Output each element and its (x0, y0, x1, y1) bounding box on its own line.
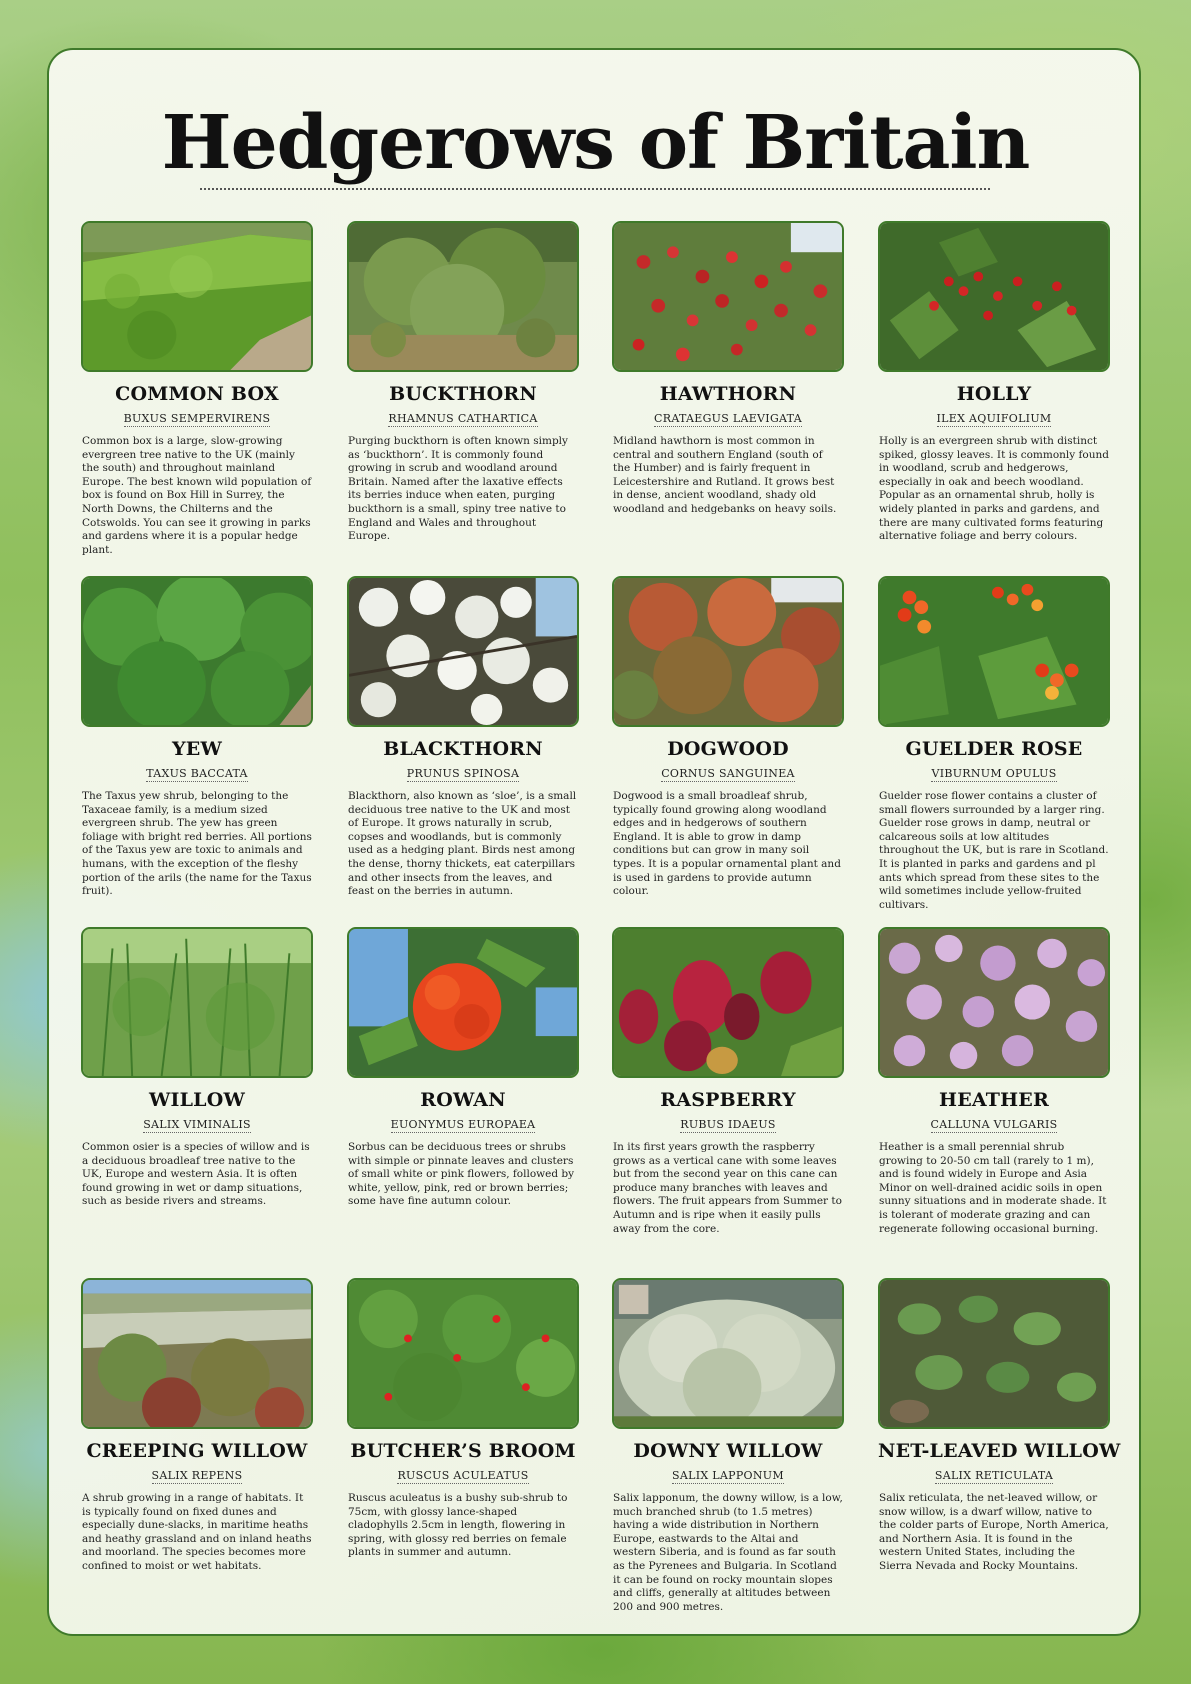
plant-latin-name: RUBUS IDAEUS (680, 1118, 776, 1131)
plant-latin-name: BUXUS SEMPERVIRENS (123, 412, 271, 425)
plant-latin-name: SALIX LAPPONUM (672, 1469, 784, 1482)
plant-card-yew (81, 576, 313, 899)
plant-description: A shrub growing in a range of habitats. It is typically found on fixed dunes and especially dune-slacks, in maritime heaths and heathy grassland and on inland heaths and moorland. The species becomes more confined to moist or wet habitats. (82, 1492, 312, 1572)
plant-card-creeping-willow (81, 1278, 313, 1574)
plant-card-net-leaved-willow (878, 1278, 1121, 1574)
plant-name: DOGWOOD (667, 738, 789, 760)
plant-name: BUCKTHORN (389, 383, 537, 405)
plant-name: NET-LEAVED WILLOW (878, 1440, 1121, 1462)
plant-card-hawthorn (612, 221, 844, 517)
plant-latin-name: CRATAEGUS LAEVIGATA (654, 412, 802, 425)
plant-description: The Taxus yew shrub, belonging to the Taxaceae family, is a medium sized evergreen shrub. The yew has green foliage with bright red berries. All portions of the Taxus yew are toxic to animals and humans, with the exception of the fleshy portion of the arils (the name for the Taxus fruit). (82, 790, 312, 898)
rowan-photo (347, 927, 579, 1078)
blackthorn-photo (347, 576, 579, 727)
plant-description: Salix reticulata, the net-leaved willow, or snow willow, is a dwarf willow, native to the colder parts of Europe, North America, and Northern Asia. It is found in the western United States, including the Sierra Nevada and Rocky Mountains. (879, 1492, 1109, 1572)
plant-card-holly (878, 221, 1110, 544)
plant-card-downy-willow (612, 1278, 844, 1614)
plant-name: COMMON BOX (115, 383, 279, 405)
plant-name: CREEPING WILLOW (86, 1440, 308, 1462)
plant-description: Sorbus can be deciduous trees or shrubs with simple or pinnate leaves and clusters of small white or pink flowers, followed by white, yellow, pink, red or brown berries; some have fine autumn colour. (348, 1141, 575, 1208)
plant-description: Salix lapponum, the downy willow, is a low, much branched shrub (to 1.5 metres) having a wide distribution in Northern Europe, eastwards to the Altai and western Siberia, and is found as far south as the Pyrenees and Bulgaria. In Scotland it can be found on rocky mountain slopes and cliffs, generally at altitudes between 200 and 900 metres. (613, 1492, 843, 1613)
net-leaved-willow-photo (878, 1278, 1110, 1429)
heather-photo (878, 927, 1110, 1078)
plant-name: ROWAN (420, 1089, 506, 1111)
plant-description: Ruscus aculeatus is a bushy sub-shrub to 75cm, with glossy lance-shaped cladophylls 2.5cm in length, flowering in spring, with glossy red berries on female plants in summer and autumn. (348, 1492, 568, 1559)
plant-name: GUELDER ROSE (905, 738, 1083, 760)
plant-description: Blackthorn, also known as ‘sloe’, is a small deciduous tree native to the UK and most of Europe. It grows naturally in scrub, copses and woodlands, but is commonly used as a hedging plant. Birds nest among the dense, thorny thickets, eat caterpillars and other insects from the leaves, and feast on the berries in autumn. (348, 790, 577, 898)
plant-description: Midland hawthorn is most common in central and southern England (south of the Humber) and is fairly frequent in Leicestershire and Rutland. It grows best in dense, ancient woodland, shady old woodland and hedgebanks on heavy soils. (613, 435, 837, 515)
plant-name: BUTCHER’S BROOM (350, 1440, 576, 1462)
plant-name: HEATHER (939, 1089, 1049, 1111)
hawthorn-photo (612, 221, 844, 372)
plant-latin-name: RHAMNUS CATHARTICA (388, 412, 538, 425)
plant-description: Purging buckthorn is often known simply as ‘buckthorn’. It is commonly found growing in scrub and woodland around Britain. Named after the laxative effects its berries induce when eaten, purging buckthorn is a small, spiny tree native to England and Wales and throughout Europe. (348, 435, 568, 543)
plant-description: Common osier is a species of willow and is a deciduous broadleaf tree native to the UK, Europe and western Asia. It is often found growing in wet or damp situations, such as beside rivers and streams. (82, 1141, 310, 1208)
buckthorn-photo (347, 221, 579, 372)
poster-title: Hedgerows of Britain (161, 100, 1030, 186)
title-underline (200, 188, 990, 190)
plant-name: HAWTHORN (659, 383, 797, 405)
plant-name: YEW (172, 738, 222, 760)
plant-card-dogwood (612, 576, 844, 899)
plant-latin-name: SALIX REPENS (151, 1469, 243, 1482)
plant-latin-name: VIBURNUM OPULUS (931, 767, 1057, 780)
plant-description: Dogwood is a small broadleaf shrub, typically found growing along woodland edges and in hedgerows of southern England. It is able to grow in damp conditions but can grow in many soil types. It is a popular ornamental plant and is used in gardens to provide autumn colour. (613, 790, 841, 898)
plant-latin-name: SALIX VIMINALIS (143, 1118, 251, 1131)
plant-name: HOLLY (956, 383, 1032, 405)
plant-card-buckthorn (347, 221, 579, 544)
plant-card-willow (81, 927, 313, 1209)
plant-card-common-box (81, 221, 313, 557)
plant-name: BLACKTHORN (383, 738, 543, 760)
plant-description: Heather is a small perennial shrub growing to 20-50 cm tall (rarely to 1 m), and is found widely in Europe and Asia Minor on well-drained acidic soils in open sunny situations and in moderate shade. It is tolerant of moderate grazing and can regenerate following occasional burning. (879, 1141, 1107, 1235)
plant-name: DOWNY WILLOW (633, 1440, 823, 1462)
plant-card-rowan (347, 927, 579, 1209)
common-box-photo (81, 221, 313, 372)
plant-name: WILLOW (148, 1089, 246, 1111)
plant-latin-name: CORNUS SANGUINEA (661, 767, 795, 780)
creeping-willow-photo (81, 1278, 313, 1429)
holly-photo (878, 221, 1110, 372)
guelder-rose-photo (878, 576, 1110, 727)
plant-card-blackthorn (347, 576, 579, 899)
dogwood-photo (612, 576, 844, 727)
plant-latin-name: SALIX RETICULATA (934, 1469, 1054, 1482)
plant-card-butchers-broom (347, 1278, 579, 1560)
plant-card-heather (878, 927, 1110, 1236)
plant-latin-name: TAXUS BACCATA (146, 767, 248, 780)
plant-description: In its first years growth the raspberry grows as a vertical cane with some leaves but from the second year on this cane can produce many branches with leaves and flowers. The fruit appears from Summer to Autumn and is ripe when it easily pulls away from the core. (613, 1141, 842, 1235)
plant-latin-name: PRUNUS SPINOSA (406, 767, 520, 780)
plant-card-guelder-rose (878, 576, 1110, 912)
willow-photo (81, 927, 313, 1078)
yew-photo (81, 576, 313, 727)
plant-name: RASPBERRY (660, 1089, 796, 1111)
downy-willow-photo (612, 1278, 844, 1429)
plant-description: Holly is an evergreen shrub with distinct spiked, glossy leaves. It is commonly found in woodland, scrub and hedgerows, especially in oak and beech woodland. Popular as an ornamental shrub, holly is widely planted in parks and gardens, and there are many cultivated forms featuring alternative foliage and berry colours. (879, 435, 1110, 543)
plant-latin-name: EUONYMUS EUROPAEA (390, 1118, 536, 1131)
plant-card-raspberry (612, 927, 844, 1236)
butchers-broom-photo (347, 1278, 579, 1429)
plant-description: Guelder rose flower contains a cluster of small flowers surrounded by a larger ring. Guelder rose grows in damp, neutral or calcareous soils at low altitudes throughout the UK, but is rare in Scotland. It is planted in parks and gardens and pl ants which spread from these sites to the wild sometimes include yellow-fruited cultivars. (879, 790, 1109, 911)
plant-description: Common box is a large, slow-growing evergreen tree native to the UK (mainly the south) and throughout mainland Europe. The best known wild population of box is found on Box Hill in Surrey, the North Downs, the Chilterns and the Cotswolds. You can see it growing in parks and gardens where it is a popular hedge plant. (82, 435, 312, 556)
plant-latin-name: CALLUNA VULGARIS (930, 1118, 1058, 1131)
raspberry-photo (612, 927, 844, 1078)
plant-latin-name: RUSCUS ACULEATUS (397, 1469, 529, 1482)
plant-latin-name: ILEX AQUIFOLIUM (936, 412, 1052, 425)
